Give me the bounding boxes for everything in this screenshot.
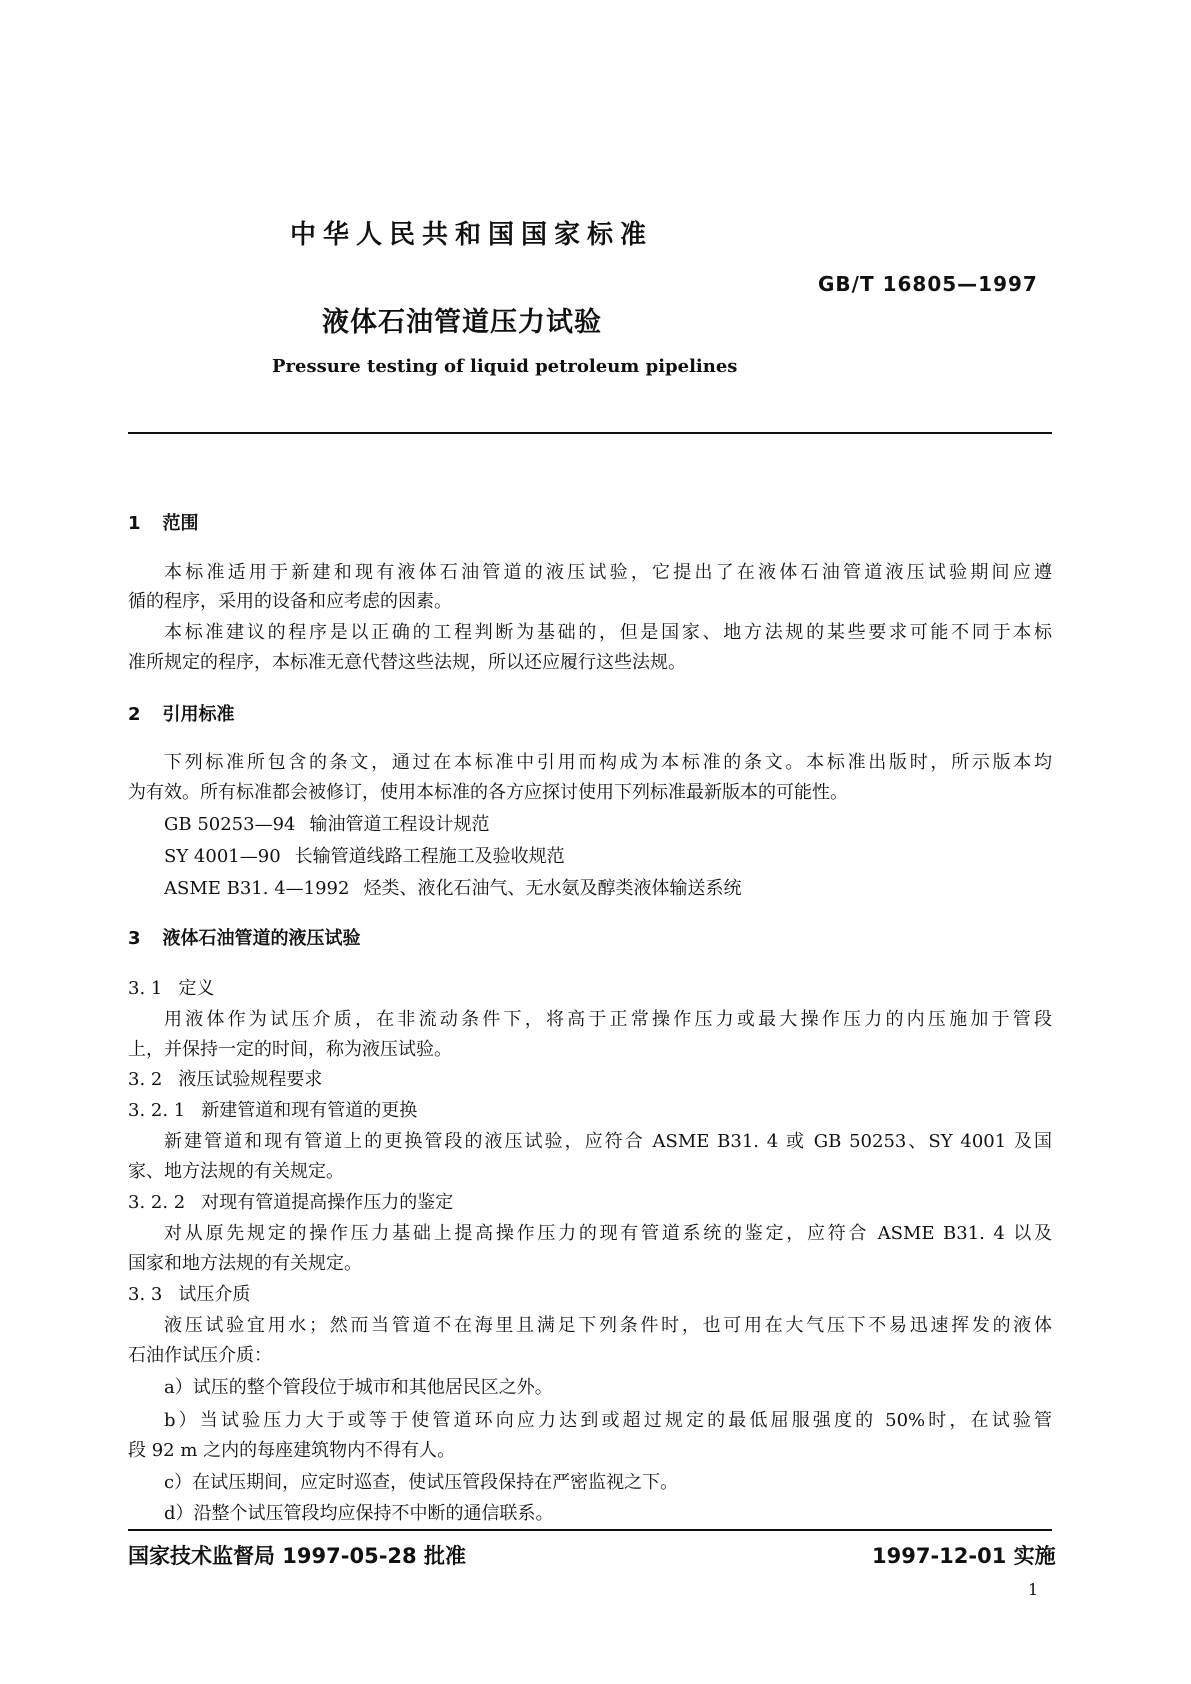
subsection-number: 3. 1 [128, 978, 163, 999]
paragraph-line: 上，并保持一定的时间，称为液压试验。 [128, 1039, 452, 1060]
subsection-number: 3. 2. 1 [128, 1100, 186, 1121]
paragraph-line: 准所规定的程序，本标准无意代替这些法规，所以还应履行这些法规。 [128, 652, 686, 673]
reference-title: 长输管道线路工程施工及验收规范 [294, 846, 565, 867]
paragraph-line: 循的程序，采用的设备和应考虑的因素。 [128, 591, 452, 612]
header-divider [128, 432, 1052, 434]
section-number: 3 [128, 928, 141, 949]
reference-title: 烃类、液化石油气、无水氨及醇类液体输送系统 [363, 878, 742, 899]
subsection-number: 3. 2 [128, 1069, 163, 1090]
section-title: 范围 [162, 513, 199, 534]
paragraph-line: 国家和地方法规的有关规定。 [128, 1253, 362, 1274]
subsection-title: 新建管道和现有管道的更换 [201, 1100, 418, 1121]
paragraph-line: 石油作试压介质： [128, 1345, 272, 1366]
reference-item [164, 878, 741, 900]
list-item-b: b）当试验压力大于或等于使管道环向应力达到或超过规定的最低屈服强度的 50%时，在试验管 [164, 1410, 1052, 1431]
reference-item [164, 814, 490, 836]
paragraph-line: 对从原先规定的操作压力基础上提高操作压力的现有管道系统的鉴定，应符合 ASME B31. 4 以及 [164, 1223, 1052, 1244]
paragraph-line: 本标准建议的程序是以正确的工程判断为基础的，但是国家、地方法规的某些要求可能不同于本标 [164, 622, 1052, 643]
subsection-title: 对现有管道提高操作压力的鉴定 [201, 1192, 454, 1213]
subsection-3-2-2-heading [128, 1192, 453, 1214]
section-2-heading [128, 704, 235, 726]
footer-divider [128, 1529, 1052, 1531]
section-number: 1 [128, 513, 141, 534]
subsection-3-2-1-heading [128, 1100, 417, 1122]
reference-title: 输油管道工程设计规范 [309, 814, 490, 835]
reference-code: GB 50253—94 [164, 814, 296, 835]
reference-code: ASME B31. 4—1992 [164, 878, 350, 899]
standard-number: GB/T 16805—1997 [818, 272, 1038, 296]
approval-statement: 国家技术监督局 1997-05-28 批准 [128, 1544, 466, 1568]
section-title: 引用标准 [162, 704, 235, 725]
page-number: 1 [1028, 1580, 1039, 1599]
paragraph-line: 用液体作为试压介质，在非流动条件下，将高于正常操作压力或最大操作压力的内压施加于管段 [164, 1009, 1052, 1030]
subsection-number: 3. 3 [128, 1284, 163, 1305]
paragraph-line: 下列标准所包含的条文，通过在本标准中引用而构成为本标准的条文。本标准出版时，所示版本均 [164, 752, 1052, 773]
reference-code: SY 4001—90 [164, 846, 281, 867]
section-3-heading [128, 928, 361, 950]
subsection-title: 液压试验规程要求 [178, 1069, 323, 1090]
section-title: 液体石油管道的液压试验 [162, 928, 361, 949]
list-item-b-continued: 段 92 m 之内的每座建筑物内不得有人。 [128, 1440, 456, 1461]
paragraph-line: 本标准适用于新建和现有液体石油管道的液压试验，它提出了在液体石油管道液压试验期间应遵 [164, 562, 1052, 583]
document-title-en: Pressure testing of liquid petroleum pipelines [272, 356, 738, 377]
list-item-a: a）试压的整个管段位于城市和其他居民区之外。 [164, 1377, 553, 1398]
subsection-title: 试压介质 [178, 1284, 251, 1305]
subsection-number: 3. 2. 2 [128, 1192, 186, 1213]
implementation-date: 1997-12-01 实施 [872, 1544, 1056, 1568]
country-standard-title: 中华人民共和国国家标准 [290, 220, 654, 250]
paragraph-line: 新建管道和现有管道上的更换管段的液压试验，应符合 ASME B31. 4 或 GB 50253、SY 4001 及国 [164, 1131, 1052, 1152]
section-1-heading [128, 513, 199, 535]
subsection-3-3-heading [128, 1284, 250, 1306]
subsection-3-1-heading [128, 978, 214, 1000]
list-item-d: d）沿整个试压管段均应保持不中断的通信联系。 [164, 1503, 554, 1524]
subsection-3-2-heading [128, 1069, 322, 1091]
paragraph-line: 为有效。所有标准都会被修订，使用本标准的各方应探讨使用下列标准最新版本的可能性。 [128, 782, 848, 803]
document-title-cn: 液体石油管道压力试验 [322, 307, 602, 338]
section-number: 2 [128, 704, 141, 725]
subsection-title: 定义 [178, 978, 215, 999]
paragraph-line: 家、地方法规的有关规定。 [128, 1161, 344, 1182]
paragraph-line: 液压试验宜用水；然而当管道不在海里且满足下列条件时，也可用在大气压下不易迅速挥发的液体 [164, 1315, 1052, 1336]
reference-item [164, 846, 565, 868]
list-item-c: c）在试压期间，应定时巡查，使试压管段保持在严密监视之下。 [164, 1472, 679, 1493]
